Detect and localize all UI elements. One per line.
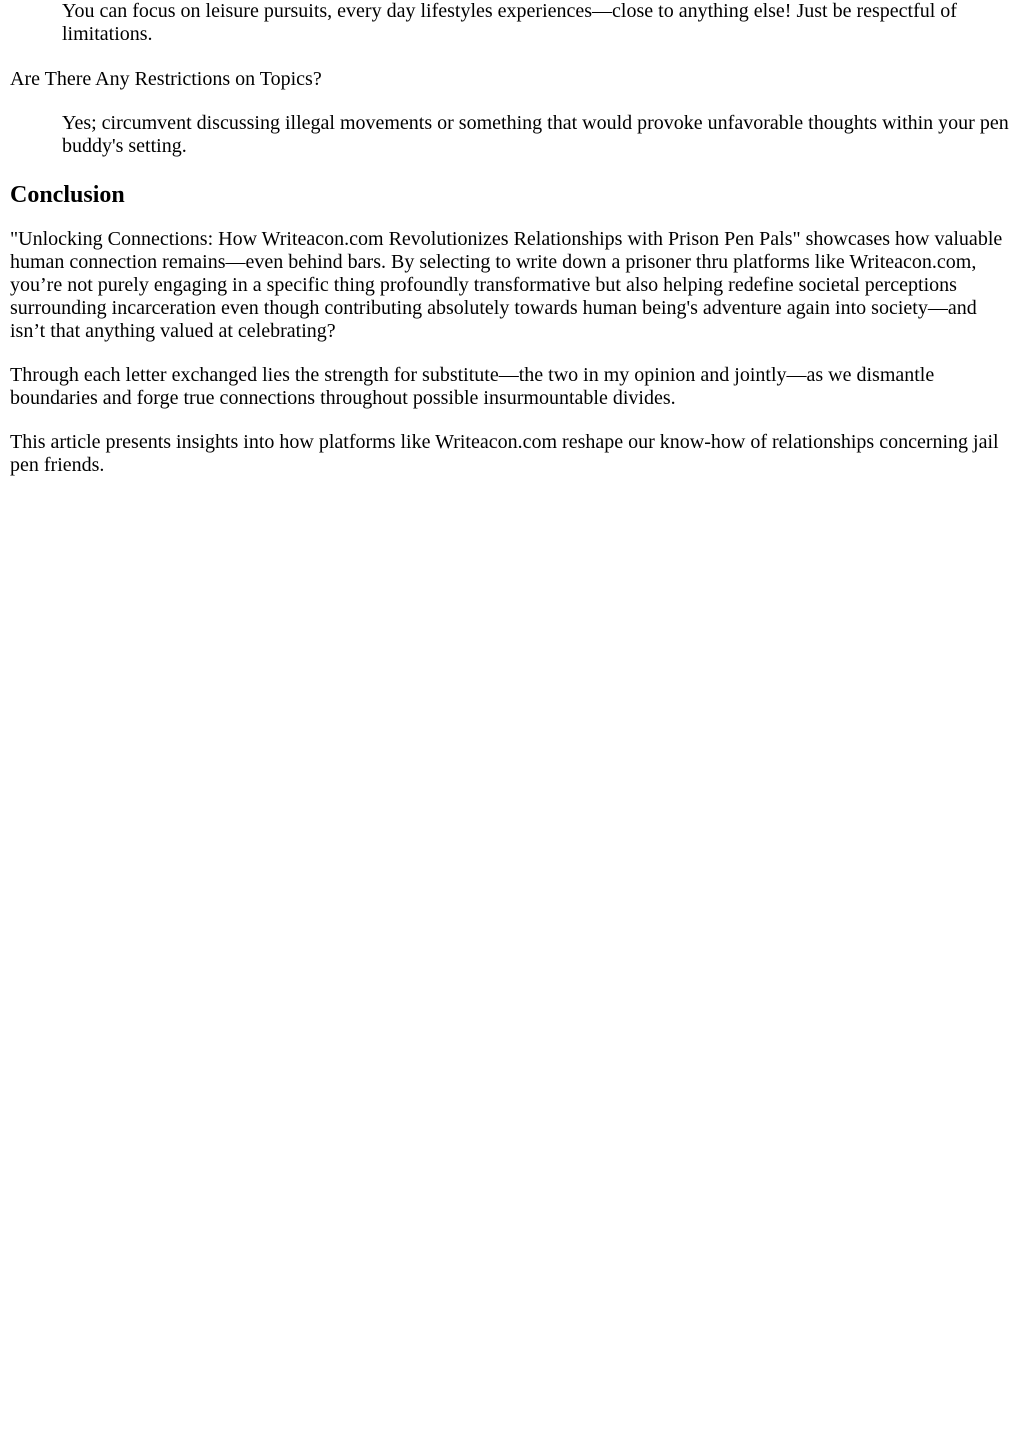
faq-answer-leisure: You can focus on leisure pursuits, every day lifestyles experiences—close to anything else! Just be respectful of limitations. <box>62 0 957 45</box>
faq-answer-restrictions: Yes; circumvent discussing illegal movements or something that would provoke unfavorable thoughts within your pen buddy's setting. <box>62 112 1009 157</box>
article-page <box>0 0 1024 477</box>
conclusion-paragraph-2: Through each letter exchanged lies the strength for substitute—the two in my opinion and jointly—as we dismantle boundaries and forge true connections throughout possible insurmountable divides. <box>10 364 935 409</box>
conclusion-paragraph-3: This article presents insights into how platforms like Writeacon.com reshape our know-how of relationships concerning jail pen friends. <box>10 431 999 476</box>
faq-question-restrictions: Are There Any Restrictions on Topics? <box>10 68 322 90</box>
conclusion-heading: Conclusion <box>10 182 125 208</box>
conclusion-paragraph-1: "Unlocking Connections: How Writeacon.com Revolutionizes Relationships with Prison Pen Pals" showcases how valuable human connection remains—even behind bars. By selecting to write down a prisoner thru platforms like Writeacon.com, you’re not purely engaging in a specific thing profoundly transformative but also helping redefine societal perceptions surrounding incarceration even though contributing absolutely towards human being's adventure again into society—and isn’t that anything valued at celebrating? <box>10 228 1003 342</box>
